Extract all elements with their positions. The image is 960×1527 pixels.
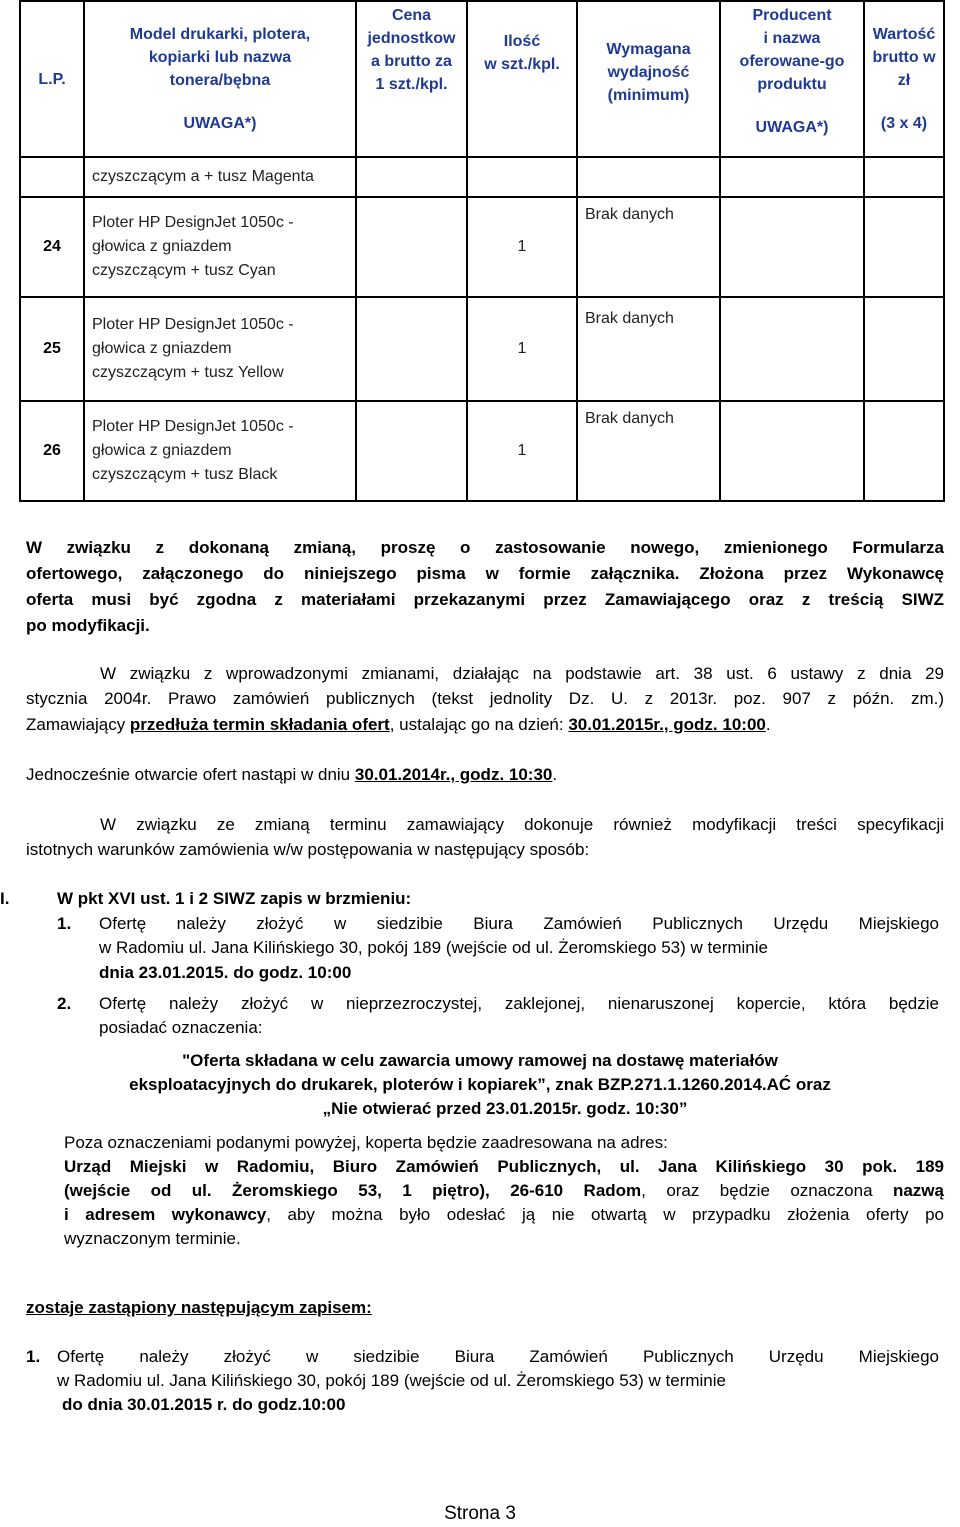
table-row: [20, 297, 944, 401]
spec-change-line-1: W związku ze zmianą terminu zamawiający dokonuje również modyfikacji treści specyfikacji: [100, 815, 944, 834]
address-line-5: wyznaczonym terminie.: [64, 1229, 241, 1248]
row-lp: 26: [20, 401, 84, 501]
row-qty: 1: [467, 197, 577, 297]
item2-line-1: Ofertę należy złożyć w nieprzezroczystej, zaklejonej, nienaruszonej kopercie, która będzie: [99, 994, 939, 1013]
row-lp: 25: [20, 297, 84, 401]
row-name: Ploter HP DesignJet 1050c - głowica z gniazdem czyszczącym + tusz Cyan: [84, 197, 356, 297]
table-row: [20, 197, 944, 297]
new-item1-line-2: w Radomiu ul. Jana Kilińskiego 30, pokój 189 (wejście od ul. Żeromskiego 53) w terminie: [57, 1371, 726, 1390]
row-yield: Brak danych: [577, 197, 720, 297]
row-name: Ploter HP DesignJet 1050c - głowica z gniazdem czyszczącym + tusz Black: [84, 401, 356, 501]
header-qty: Ilość w szt./kpl.: [467, 1, 577, 157]
row-qty: 1: [467, 297, 577, 401]
header-producer: Producent i nazwa oferowane-go produktu UWAGA*): [720, 1, 864, 157]
marking-line-2: eksploatacyjnych do drukarek, ploterów i kopiarek”, znak BZP.271.1.1260.2014.AĆ oraz: [129, 1075, 831, 1094]
row-yield: Brak danych: [577, 297, 720, 401]
continuation-cell: czyszczącym a + tusz Magenta: [84, 157, 356, 197]
table-header-row: [20, 1, 944, 157]
opening-line: Jednocześnie otwarcie ofert nastąpi w dniu 30.01.2014r., godz. 10:30.: [26, 765, 558, 784]
item2-line-2: posiadać oznaczenia:: [99, 1018, 263, 1037]
header-value: Wartość brutto w zł (3 x 4): [864, 1, 944, 157]
change-line-1: W związku z wprowadzonymi zmianami, działając na podstawie art. 38 ust. 6 ustawy z dnia 29: [100, 664, 944, 683]
table-row: [20, 401, 944, 501]
marking-line-3: „Nie otwierać przed 23.01.2015r. godz. 10:30”: [322, 1099, 688, 1118]
change-line-3: Zamawiający przedłuża termin składania ofert, ustalając go na dzień: 30.01.2015r., godz. 10:00.: [26, 715, 771, 734]
new-item1-number: 1.: [26, 1347, 41, 1366]
table-row-continuation: [20, 157, 944, 197]
header-yield: Wymagana wydajność (minimum): [577, 1, 720, 157]
extension-phrase: przedłuża termin składania ofert: [129, 715, 390, 734]
new-item1-line-3: do dnia 30.01.2015 r. do godz.10:00: [62, 1395, 346, 1414]
item1-line-2: w Radomiu ul. Jana Kilińskiego 30, pokój 189 (wejście od ul. Żeromskiego 53) w terminie: [99, 938, 768, 957]
row-yield: Brak danych: [577, 401, 720, 501]
item2-number: 2.: [57, 994, 72, 1013]
row-lp: 24: [20, 197, 84, 297]
change-line-2: stycznia 2004r. Prawo zamówień publicznych (tekst jednolity Dz. U. z 2013r. poz. 907 z późn. zm.): [26, 689, 944, 708]
item1-number: 1.: [57, 914, 72, 933]
header-model: Model drukarki, plotera, kopiarki lub nazwa tonera/bębna UWAGA*): [84, 1, 356, 157]
replaced-heading: zostaje zastąpiony następującym zapisem:: [26, 1298, 372, 1317]
section-number: I.: [0, 889, 10, 908]
intro-paragraph: W związku z dokonaną zmianą, proszę o zastosowanie nowego, zmienionego Formularza ofertowego, załączonego do niniejszego pisma w formie załącznika. Złożona przez Wykonawcę oferta musi być zgodna z materiałami przekazanymi przez Zamawiającego oraz z treścią SIWZ po modyfikacji.: [26, 538, 944, 635]
page-footer: Strona 3: [444, 1503, 516, 1524]
new-item1-line-1: Ofertę należy złożyć w siedzibie Biura Zamówień Publicznych Urzędu Miejskiego: [57, 1347, 939, 1366]
header-lp: L.P.: [20, 1, 84, 157]
row-qty: 1: [467, 401, 577, 501]
header-price: Cena jednostkow a brutto za 1 szt./kpl.: [356, 1, 467, 157]
address-line-2: Urząd Miejski w Radomiu, Biuro Zamówień Publicznych, ul. Jana Kilińskiego 30 pok. 189: [64, 1157, 944, 1176]
item1-line-1: Ofertę należy złożyć w siedzibie Biura Zamówień Publicznych Urzędu Miejskiego: [99, 914, 939, 933]
opening-date: 30.01.2014r., godz. 10:30: [354, 765, 553, 784]
address-line-1: Poza oznaczeniami podanymi powyżej, koperta będzie zaadresowana na adres:: [64, 1133, 668, 1152]
new-deadline: 30.01.2015r., godz. 10:00: [568, 715, 766, 734]
item1-line-3: dnia 23.01.2015. do godz. 10:00: [99, 963, 352, 982]
section-title: W pkt XVI ust. 1 i 2 SIWZ zapis w brzmieniu:: [57, 889, 412, 908]
row-name: Ploter HP DesignJet 1050c - głowica z gniazdem czyszczącym + tusz Yellow: [84, 297, 356, 401]
address-line-4: i adresem wykonawcy, aby można było odesłać ją nie otwartą w przypadku złożenia oferty po: [64, 1205, 944, 1224]
marking-line-1: "Oferta składana w celu zawarcia umowy ramowej na dostawę materiałów: [182, 1051, 778, 1070]
spec-change-line-2: istotnych warunków zamówienia w/w postępowania w następujący sposób:: [26, 840, 590, 859]
offer-table: [19, 0, 945, 502]
address-line-3: (wejście od ul. Żeromskiego 53, 1 piętro), 26-610 Radom, oraz będzie oznaczona nazwą: [64, 1181, 944, 1200]
